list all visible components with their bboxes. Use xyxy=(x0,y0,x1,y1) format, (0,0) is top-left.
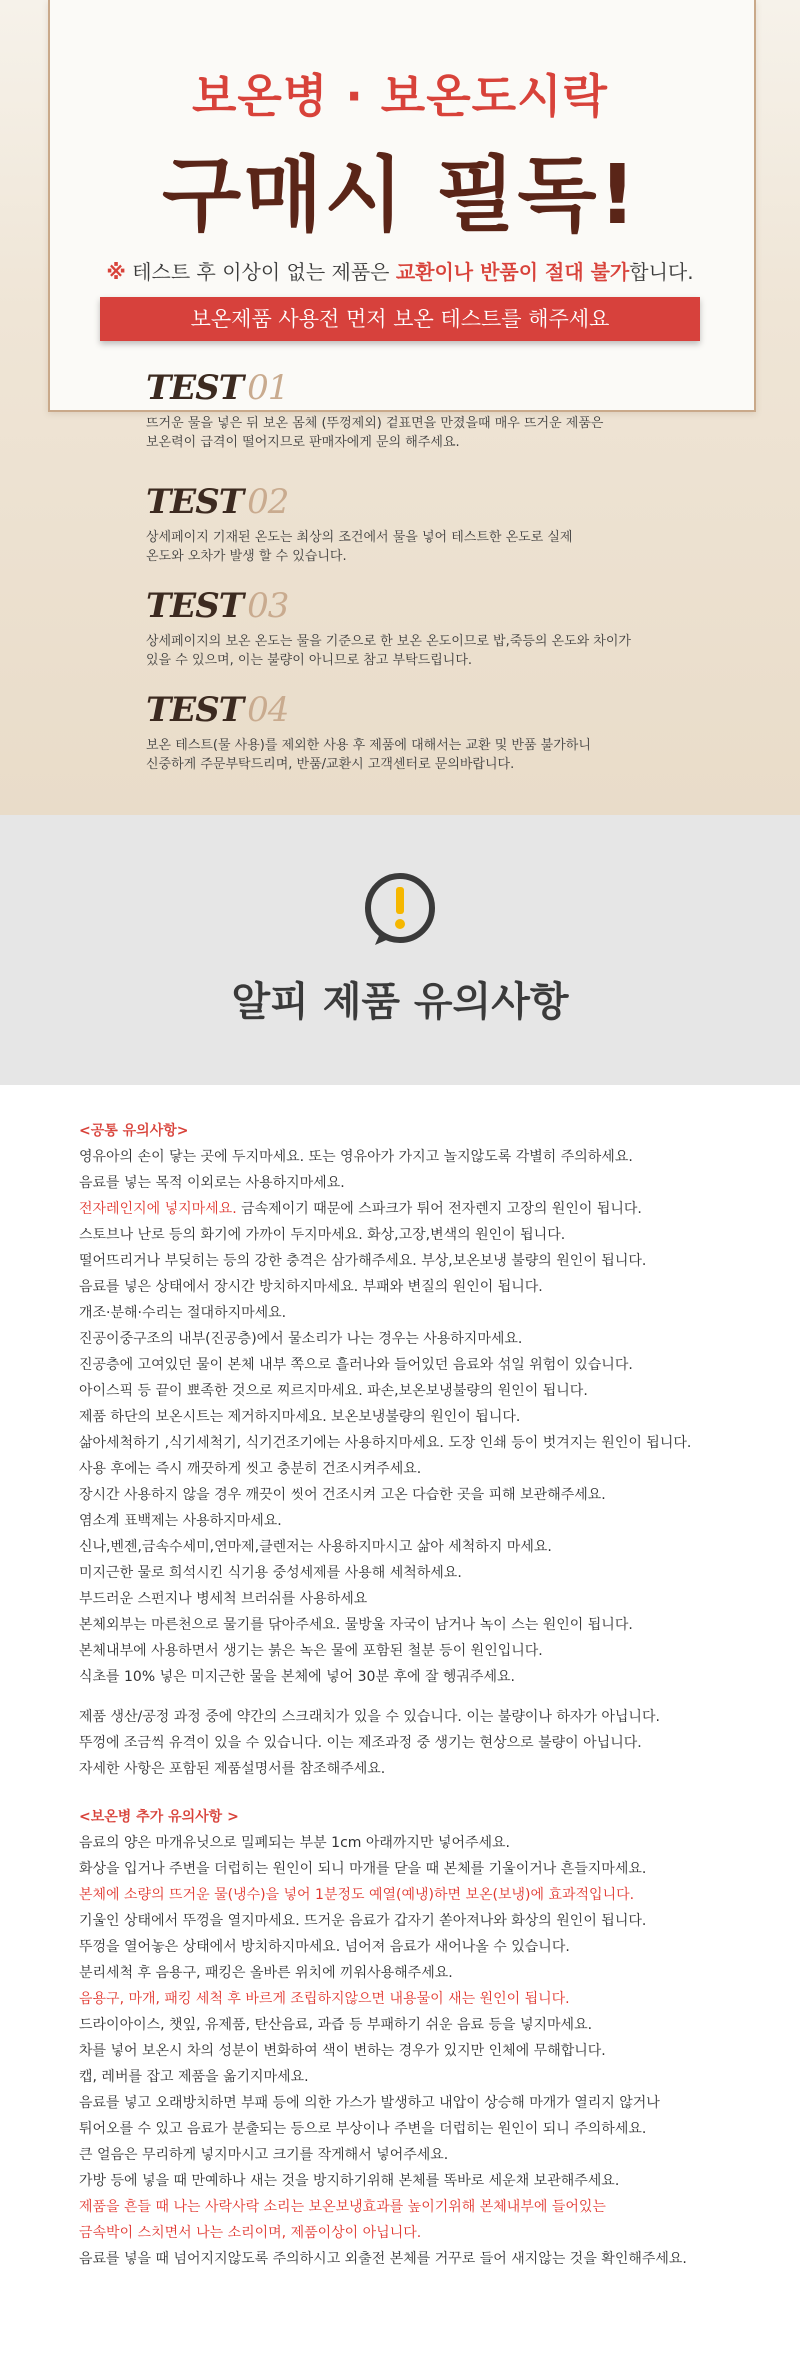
list-item xyxy=(79,2012,779,2038)
test-desc-line: 보온력이 급격이 떨어지므로 판매자에게 문의 해주세요. xyxy=(146,435,460,450)
list-item xyxy=(79,1960,779,1986)
item-text: 제품 하단의 보온시트는 제거하지마세요. 보온보냉불량의 원인이 됩니다. xyxy=(79,1409,521,1425)
item-text: 큰 얼음은 무리하게 넣지마시고 크기를 작게해서 넣어주세요. xyxy=(79,2147,449,2163)
test-number: 01 xyxy=(247,368,289,408)
item-text: 스토브나 난로 등의 화기에 가까이 두지마세요. 화상,고장,변색의 원인이 됩니다. xyxy=(79,1227,566,1243)
precautions-list xyxy=(79,1118,779,2272)
test-label-text: TEST xyxy=(146,482,244,522)
list-item xyxy=(79,1882,779,1908)
test-label xyxy=(146,586,706,626)
list-item xyxy=(79,1144,779,1170)
list-item xyxy=(79,1482,779,1508)
test-desc-line: 상세페이지의 보온 온도는 물을 기준으로 한 보온 온도이므로 밥,죽등의 온도와 차이가 xyxy=(146,634,631,649)
list-item xyxy=(79,1856,779,1882)
item-text: 떨어뜨리거나 부딪히는 등의 강한 충격은 삼가해주세요. 부상,보온보냉 불량의 원인이 됩니다. xyxy=(79,1253,647,1269)
test-description xyxy=(146,736,706,774)
test-desc-line: 보온 테스트(물 사용)를 제외한 사용 후 제품에 대해서는 교환 및 반품 불가하니 xyxy=(146,738,591,753)
item-text: 신나,벤젠,금속수세미,연마제,클렌저는 사용하지마시고 삶아 세척하지 마세요. xyxy=(79,1539,552,1555)
item-text: 영유아의 손이 닿는 곳에 두지마세요. 또는 영유아가 가지고 놀지않도록 각별히 주의하세요. xyxy=(79,1149,633,1165)
list-item xyxy=(79,1170,779,1196)
item-text: 캡, 레버를 잡고 제품을 옮기지마세요. xyxy=(79,2069,309,2085)
list-item xyxy=(79,2246,779,2272)
caution-section xyxy=(0,815,800,1085)
notice-mark: ※ xyxy=(106,260,126,284)
item-text: 사용 후에는 즉시 깨끗하게 씻고 충분히 건조시켜주세요. xyxy=(79,1461,422,1477)
item-text-red: 제품을 흔들 때 나는 사락사락 소리는 보온보냉효과를 높이기위해 본체내부에 들어있는 xyxy=(79,2199,606,2215)
item-text: 미지근한 물로 희석시킨 식기용 중성세제를 사용해 세척하세요. xyxy=(79,1565,462,1581)
list-item xyxy=(79,2090,779,2116)
test-desc-line: 신중하게 주문부탁드리며, 반품/교환시 고객센터로 문의바랍니다. xyxy=(146,757,515,772)
item-text: 음료를 넣을 때 넘어지지않도록 주의하시고 외출전 본체를 거꾸로 들어 새지않는 것을 확인해주세요. xyxy=(79,2251,687,2267)
item-text: 분리세척 후 음용구, 패킹은 올바른 위치에 끼워사용해주세요. xyxy=(79,1965,453,1981)
test-description xyxy=(146,414,706,452)
test-label-text: TEST xyxy=(146,586,244,626)
test-number: 04 xyxy=(247,690,289,730)
list-item xyxy=(79,2220,779,2246)
list-item xyxy=(79,1934,779,1960)
test-desc-line: 온도와 오차가 발생 할 수 있습니다. xyxy=(146,549,347,564)
list-item xyxy=(79,1560,779,1586)
list-item xyxy=(79,1196,779,1222)
item-text: 가방 등에 넣을 때 만예하나 새는 것을 방지하기위해 본체를 똑바로 세운채 보관해주세요. xyxy=(79,2173,620,2189)
item-text-red: 전자레인지에 넣지마세요. xyxy=(79,1201,237,1217)
list-item xyxy=(79,1508,779,1534)
common-heading: <공통 유의사항> xyxy=(79,1123,189,1139)
list-item xyxy=(79,2038,779,2064)
item-text: 부드러운 스펀지나 병세척 브러쉬를 사용하세요 xyxy=(79,1591,368,1607)
list-item: 뚜껑에 조금씩 유격이 있을 수 있습니다. 이는 제조과정 중 생기는 현상으로 불량이 아닙니다. xyxy=(79,1735,642,1751)
list-item xyxy=(79,1612,779,1638)
list-item: 자세한 사항은 포함된 제품설명서를 참조해주세요. xyxy=(79,1761,386,1777)
notice-text-post: 합니다. xyxy=(629,260,694,284)
item-text: 식초를 10% 넣은 미지근한 물을 본체에 넣어 30분 후에 잘 헹궈주세요. xyxy=(79,1669,515,1685)
exclamation-bubble-icon xyxy=(361,871,439,949)
test-description xyxy=(146,632,706,670)
test-label xyxy=(146,482,706,522)
test-description xyxy=(146,528,706,566)
list-item xyxy=(79,1456,779,1482)
item-text: 본체내부에 사용하면서 생기는 붉은 녹은 물에 포함된 철분 등이 원인입니다. xyxy=(79,1643,543,1659)
caution-title: 알피 제품 유의사항 xyxy=(231,979,569,1025)
item-text: 진공이중구조의 내부(진공층)에서 물소리가 나는 경우는 사용하지마세요. xyxy=(79,1331,523,1347)
notice-text-red: 교환이나 반품이 절대 불가 xyxy=(395,260,630,284)
item-text: 개조·분해·수리는 절대하지마세요. xyxy=(79,1305,287,1321)
item-text: 진공층에 고여있던 물이 본체 내부 쪽으로 흘러나와 들어있던 음료와 섞일 위험이 있습니다. xyxy=(79,1357,633,1373)
item-text: 금속제이기 때문에 스파크가 튀어 전자렌지 고장의 원인이 됩니다. xyxy=(236,1201,642,1217)
test-item-01 xyxy=(146,368,706,452)
test-number: 03 xyxy=(247,586,289,626)
list-item xyxy=(79,1430,779,1456)
list-item xyxy=(79,1404,779,1430)
item-text: 음료를 넣은 상태에서 장시간 방치하지마세요. 부패와 변질의 원인이 됩니다. xyxy=(79,1279,543,1295)
item-text: 아이스픽 등 끝이 뾰족한 것으로 찌르지마세요. 파손,보온보냉불량의 원인이 됩니다. xyxy=(79,1383,588,1399)
test-number: 02 xyxy=(247,482,289,522)
list-item xyxy=(79,1986,779,2012)
title-line-1: 보온병 · 보온도시락 xyxy=(192,69,608,123)
test-desc-line: 뜨거운 물을 넣은 뒤 보온 몸체 (뚜껑제외) 겉표면을 만졌을때 매우 뜨거운 제품은 xyxy=(146,416,604,431)
test-label-text: TEST xyxy=(146,690,244,730)
list-item xyxy=(79,1352,779,1378)
test-item-02 xyxy=(146,482,706,566)
no-return-notice xyxy=(0,256,800,285)
list-item xyxy=(79,2168,779,2194)
list-item xyxy=(79,2064,779,2090)
item-text-red: 음용구, 마개, 패킹 세척 후 바르게 조립하지않으면 내용물이 새는 원인이 됩니다. xyxy=(79,1991,570,2007)
test-desc-line: 상세페이지 기재된 온도는 최상의 조건에서 물을 넣어 테스트한 온도로 실제 xyxy=(146,530,573,545)
notice-text-pre: 테스트 후 이상이 없는 제품은 xyxy=(125,260,396,284)
list-item xyxy=(79,1248,779,1274)
list-item xyxy=(79,1326,779,1352)
list-item: 제품 생산/공정 과정 중에 약간의 스크래치가 있을 수 있습니다. 이는 불량이나 하자가 아닙니다. xyxy=(79,1709,660,1725)
test-desc-line: 있을 수 있으며, 이는 불량이 아니므로 참고 부탁드립니다. xyxy=(146,653,473,668)
item-text: 음료를 넣는 목적 이외로는 사용하지마세요. xyxy=(79,1175,345,1191)
test-label xyxy=(146,368,706,408)
list-item xyxy=(79,1534,779,1560)
item-text: 기울인 상태에서 뚜껑을 열지마세요. 뜨거운 음료가 갑자기 쏟아져나와 화상의 원인이 됩니다. xyxy=(79,1913,647,1929)
item-text: 음료를 넣고 오래방치하면 부패 등에 의한 가스가 발생하고 내압이 상승해 마개가 열리지 않거나 xyxy=(79,2095,660,2111)
list-item xyxy=(79,2194,779,2220)
title-line-2: 구매시 필독! xyxy=(161,148,638,243)
spacer xyxy=(79,1690,779,1704)
item-text: 차를 넣어 보온시 차의 성분이 변화하여 색이 변하는 경우가 있지만 인체에 무해합니다. xyxy=(79,2043,606,2059)
item-text: 본체외부는 마른천으로 물기를 닦아주세요. 물방울 자국이 남거나 녹이 스는 원인이 됩니다. xyxy=(79,1617,633,1633)
item-text: 염소계 표백제는 사용하지마세요. xyxy=(79,1513,282,1529)
list-item xyxy=(79,2142,779,2168)
list-item xyxy=(79,1586,779,1612)
item-text-red: 본체에 소량의 뜨거운 물(냉수)을 넣어 1분정도 예열(예냉)하면 보온(보냉)에 효과적입니다. xyxy=(79,1887,635,1903)
list-item xyxy=(79,1222,779,1248)
item-text: 화상을 입거나 주변을 더럽히는 원인이 되니 마개를 닫을 때 본체를 기울이거나 흔들지마세요. xyxy=(79,1861,647,1877)
item-text-red: 금속박이 스치면서 나는 소리이며, 제품이상이 아닙니다. xyxy=(79,2225,422,2241)
list-item xyxy=(79,2116,779,2142)
list-item xyxy=(79,1378,779,1404)
list-item xyxy=(79,1664,779,1690)
item-text: 음료의 양은 마개유닛으로 밀폐되는 부분 1cm 아래까지만 넣어주세요. xyxy=(79,1835,510,1851)
list-item xyxy=(79,1830,779,1856)
item-text: 튀어오를 수 있고 음료가 분출되는 등으로 부상이나 주변을 더럽히는 원인이 되니 주의하세요. xyxy=(79,2121,647,2137)
bottle-heading: <보온병 추가 유의사항 > xyxy=(79,1809,239,1825)
list-item xyxy=(79,1274,779,1300)
test-banner: 보온제품 사용전 먼저 보온 테스트를 해주세요 xyxy=(100,297,700,341)
item-text: 삶아세척하기 ,식기세척기, 식기건조기에는 사용하지마세요. 도장 인쇄 등이 벗겨지는 원인이 됩니다. xyxy=(79,1435,692,1451)
spacer xyxy=(79,1782,779,1804)
test-item-03 xyxy=(146,586,706,670)
test-item-04 xyxy=(146,690,706,774)
list-item xyxy=(79,1908,779,1934)
item-text: 뚜껑을 열어놓은 상태에서 방치하지마세요. 넘어져 음료가 새어나올 수 있습니다. xyxy=(79,1939,570,1955)
item-text: 드라이아이스, 챗잎, 유제품, 탄산음료, 과즙 등 부패하기 쉬운 음료 등을 넣지마세요. xyxy=(79,2017,593,2033)
test-label xyxy=(146,690,706,730)
list-item xyxy=(79,1300,779,1326)
item-text: 장시간 사용하지 않을 경우 깨끗이 씻어 건조시켜 고온 다습한 곳을 피해 보관해주세요. xyxy=(79,1487,606,1503)
test-label-text: TEST xyxy=(146,368,244,408)
list-item xyxy=(79,1638,779,1664)
